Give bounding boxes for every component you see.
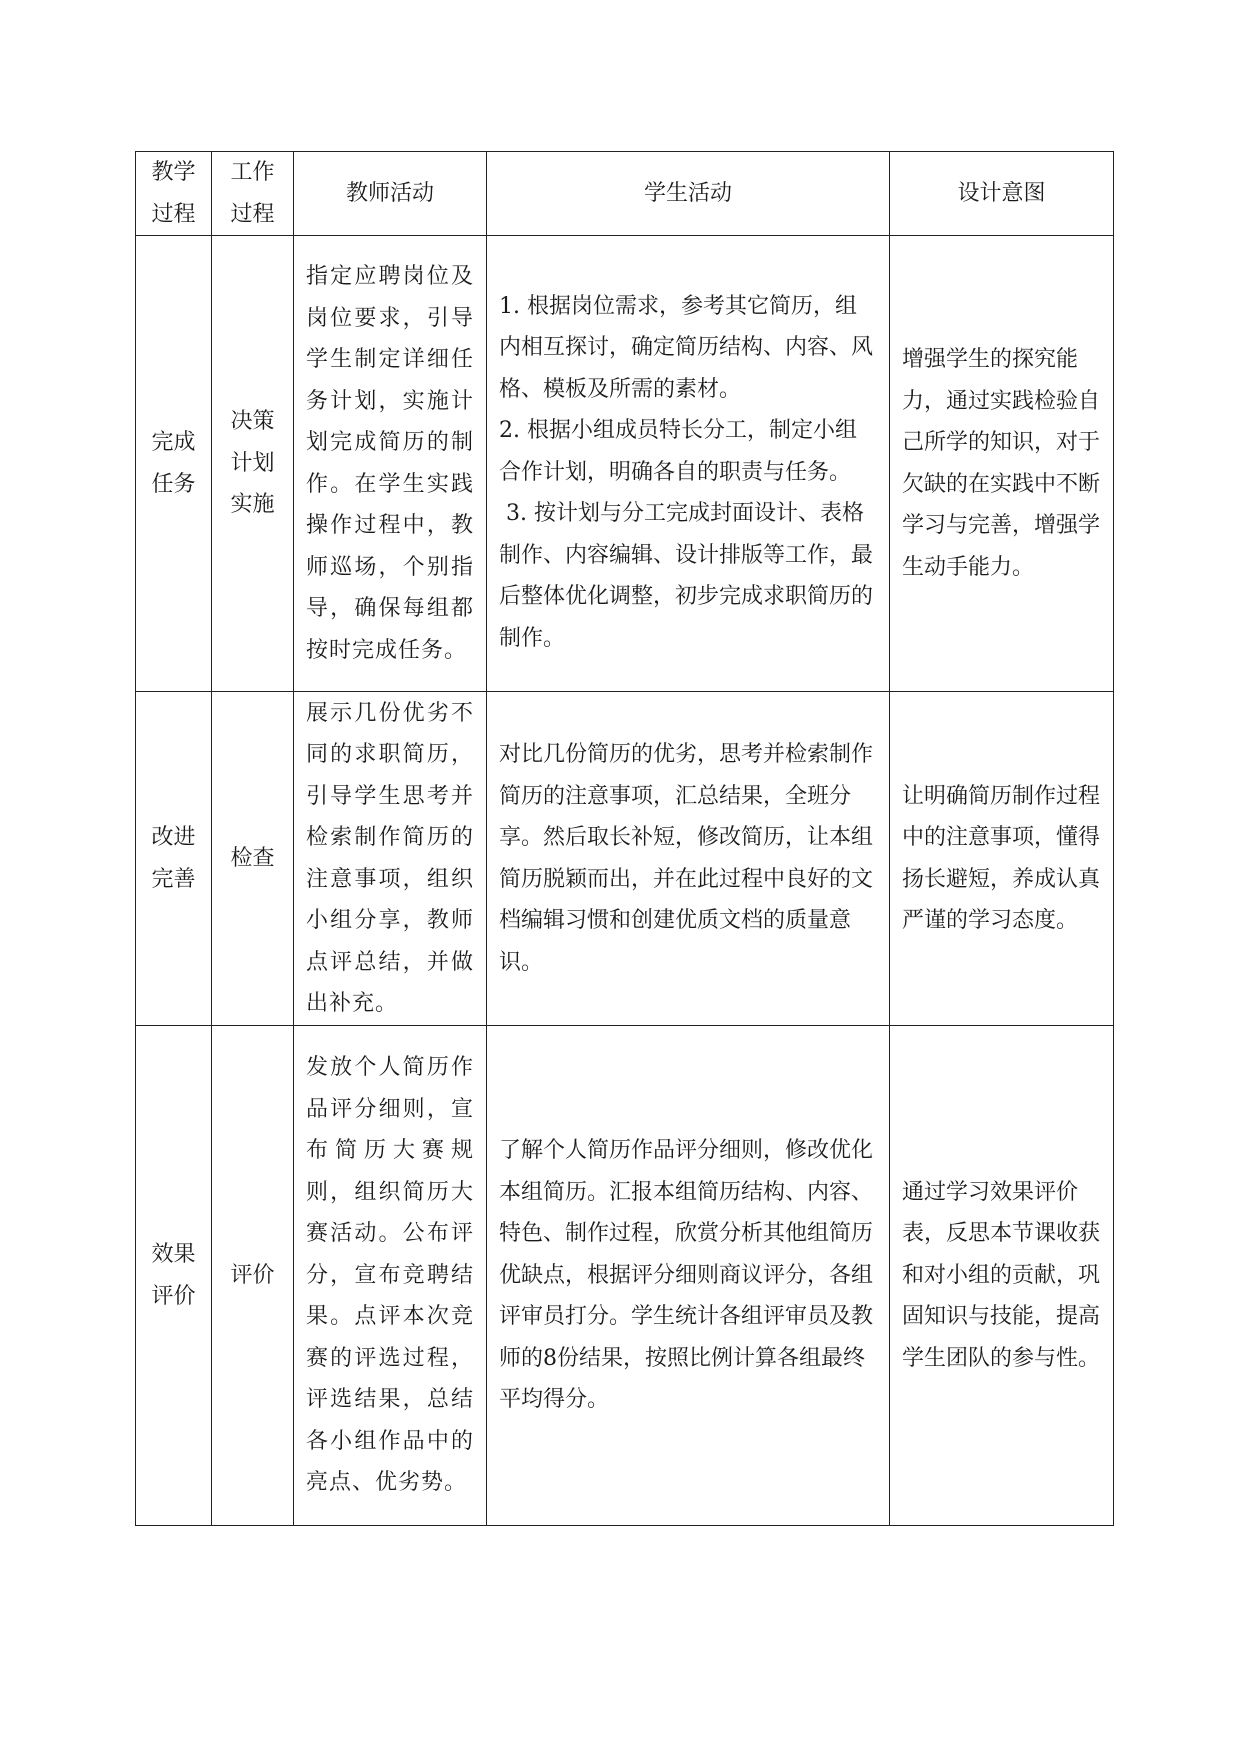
student-activity-cell: 了解个人简历作品评分细则，修改优化本组简历。汇报本组简历结构、内容、特色、制作过程，欣赏分析其他组简历优缺点，根据评分细则商议评分，各组评审员打分。学生统计各组评审员及教师的8份结果，按照比例计算各组最终平均得分。: [487, 1026, 890, 1526]
lesson-plan-table: [135, 151, 1114, 1526]
student-activity-item: 3. 按计划与分工完成封面设计、表格制作、内容编辑、设计排版等工作，最后整体优化调整，初步完成求职简历的制作。: [499, 501, 874, 651]
header-teaching-stage: 教学 过程: [136, 152, 212, 236]
header-design-intent: 设计意图: [890, 152, 1114, 236]
table-row: [136, 236, 1114, 692]
stage-cell: 效果 评价: [136, 1026, 212, 1526]
design-intent-cell: 让明确简历制作过程中的注意事项，懂得扬长避短，养成认真严谨的学习态度。: [890, 692, 1114, 1026]
design-intent-cell: 通过学习效果评价表，反思本节课收获和对小组的贡献，巩固知识与技能，提高学生团队的参与性。: [890, 1026, 1114, 1526]
student-activity-item: 2. 根据小组成员特长分工，制定小组合作计划，明确各自的职责与任务。: [499, 418, 857, 485]
process-cell: 评价: [212, 1026, 294, 1526]
teacher-activity-cell: 展示几份优劣不同的求职简历，引导学生思考并检索制作简历的注意事项，组织小组分享，教师点评总结，并做出补充。: [294, 692, 487, 1026]
student-activity-item: 1. 根据岗位需求，参考其它简历，组内相互探讨，确定简历结构、内容、风格、模板及所需的素材。: [499, 293, 874, 402]
header-work-process: 工作 过程: [212, 152, 294, 236]
student-activity-cell: 对比几份简历的优劣，思考并检索制作简历的注意事项，汇总结果，全班分享。然后取长补短，修改简历，让本组简历脱颖而出，并在此过程中良好的文档编辑习惯和创建优质文档的质量意识。: [487, 692, 890, 1026]
process-cell: 决策 计划 实施: [212, 236, 294, 692]
stage-cell: 完成 任务: [136, 236, 212, 692]
table-row: [136, 692, 1114, 1026]
teacher-activity-cell: 指定应聘岗位及岗位要求，引导学生制定详细任务计划，实施计划完成简历的制作。在学生实践操作过程中，教师巡场，个别指导，确保每组都按时完成任务。: [294, 236, 487, 692]
student-activity-cell: [487, 236, 890, 692]
stage-cell: 改进 完善: [136, 692, 212, 1026]
header-teacher-activity: 教师活动: [294, 152, 487, 236]
header-student-activity: 学生活动: [487, 152, 890, 236]
table-row: [136, 1026, 1114, 1526]
header-row: [136, 152, 1114, 236]
process-cell: 检查: [212, 692, 294, 1026]
design-intent-cell: 增强学生的探究能力，通过实践检验自己所学的知识，对于欠缺的在实践中不断学习与完善，增强学生动手能力。: [890, 236, 1114, 692]
teacher-activity-cell: 发放个人简历作品评分细则，宣布简历大赛规则，组织简历大赛活动。公布评分，宣布竞聘结果。点评本次竞赛的评选过程，评选结果，总结各小组作品中的亮点、优劣势。: [294, 1026, 487, 1526]
